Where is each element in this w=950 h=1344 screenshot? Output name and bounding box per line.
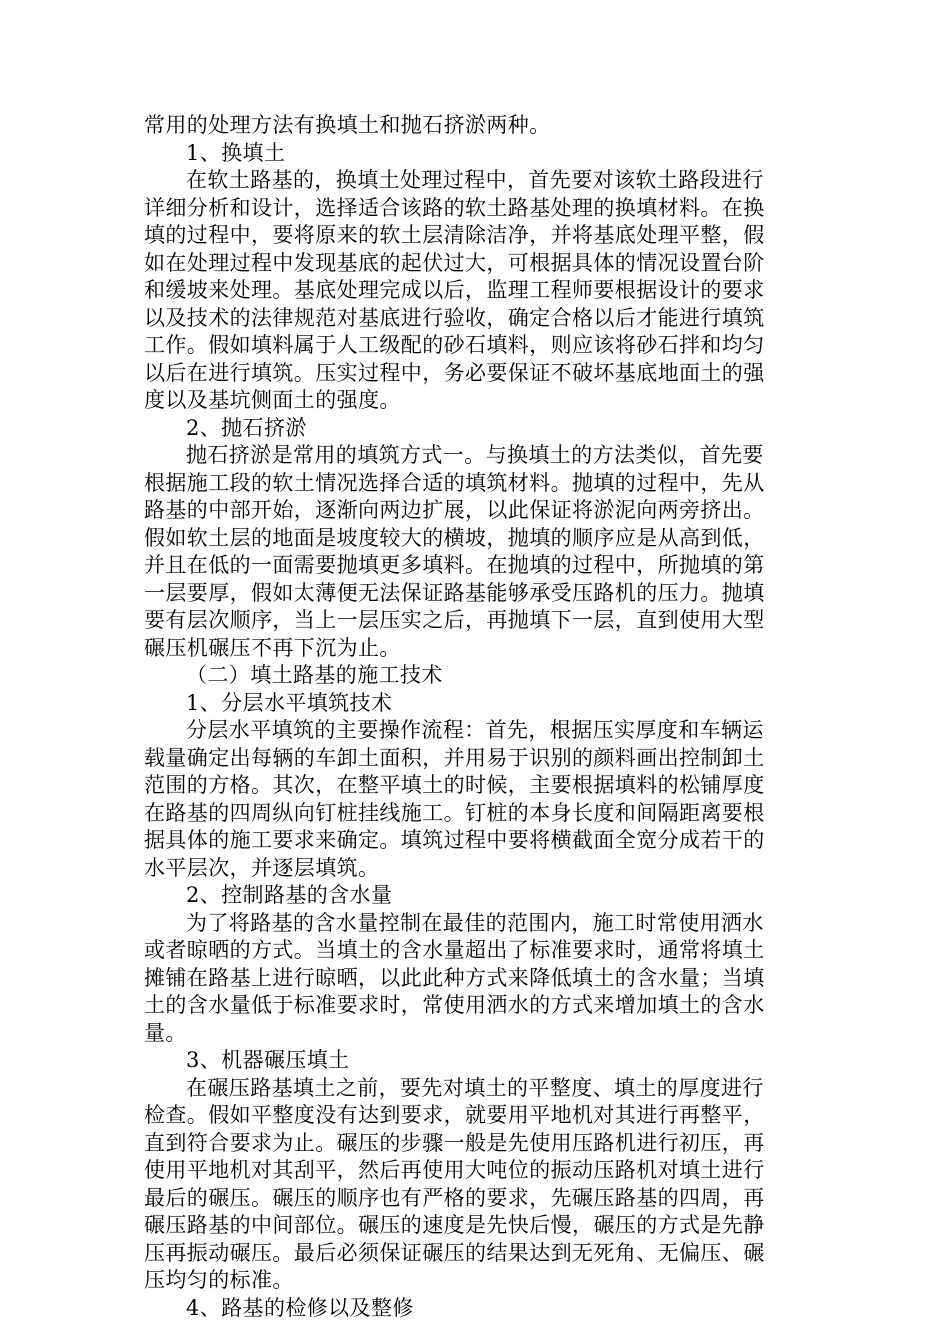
paragraph-line: 量。	[144, 1020, 187, 1045]
paragraph-line: 碾压路基的中间部位。碾压的速度是先快后慢，碾压的方式是先静	[144, 1213, 765, 1237]
paragraph-line: 度以及基坑侧面土的强度。	[144, 388, 401, 412]
paragraph-line-indented: 分层水平填筑的主要操作流程：首先，根据压实厚度和车辆运	[186, 718, 764, 742]
paragraph-line: 一层要厚，假如太薄便无法保证路基能够承受压路机的压力。抛填	[144, 580, 765, 605]
paragraph-line: 压再振动碾压。最后必须保证碾压的结果达到无死角、无偏压、碾	[144, 1240, 765, 1265]
paragraph-line: 直到符合要求为止。碾压的步骤一般是先使用压路机进行初压，再	[144, 1130, 765, 1155]
paragraph-line-indented: 3、机器碾压填土	[186, 1048, 350, 1072]
paragraph-line: 路基的中部开始，逐渐向两边扩展，以此保证将淤泥向两旁挤出。	[144, 498, 765, 522]
paragraph-line-indented: 抛石挤淤是常用的填筑方式一。与换填土的方法类似，首先要	[186, 443, 764, 467]
document-page	[144, 112, 806, 1322]
paragraph-line-indented: 在碾压路基填土之前，要先对填土的平整度、填土的厚度进行	[186, 1075, 764, 1100]
paragraph-line: 要有层次顺序，当上一层压实之后，再抛填下一层，直到使用大型	[144, 608, 765, 632]
paragraph-line: 填的过程中，要将原来的软土层清除洁净，并将基底处理平整，假	[144, 223, 765, 247]
paragraph-line: 碾压机碾压不再下沉为止。	[144, 635, 401, 660]
paragraph-line: 详细分析和设计，选择适合该路的软土路基处理的换填材料。在换	[144, 195, 765, 220]
paragraph-line-indented: 为了将路基的含水量控制在最佳的范围内，施工时常使用洒水	[186, 910, 764, 935]
paragraph-line-indented: 2、抛石挤淤	[186, 415, 307, 440]
paragraph-line: 使用平地机对其刮平，然后再使用大吨位的振动压路机对填土进行	[144, 1158, 765, 1182]
paragraph-line: 最后的碾压。碾压的顺序也有严格的要求，先碾压路基的四周，再	[144, 1185, 765, 1210]
paragraph-line: 根据施工段的软土情况选择合适的填筑材料。抛填的过程中，先从	[144, 470, 765, 495]
paragraph-line-indented: 2、控制路基的含水量	[186, 883, 393, 907]
paragraph-line: 工作。假如填料属于人工级配的砂石填料，则应该将砂石拌和均匀	[144, 333, 765, 357]
paragraph-line: 范围的方格。其次，在整平填土的时候，主要根据填料的松铺厚度	[144, 773, 765, 797]
paragraph-line: 水平层次，并逐层填筑。	[144, 855, 380, 880]
paragraph-line-indented: 1、换填土	[186, 140, 286, 165]
paragraph-line-indented: 在软土路基的，换填土处理过程中，首先要对该软土路段进行	[186, 168, 764, 192]
paragraph-line-indented: 1、分层水平填筑技术	[186, 690, 393, 715]
paragraph-line: 以及技术的法律规范对基底进行验收，确定合格以后才能进行填筑	[144, 305, 765, 330]
paragraph-line: 据具体的施工要求来确定。填筑过程中要将横截面全宽分成若干的	[144, 828, 765, 852]
paragraph-line: 摊铺在路基上进行晾晒，以此此种方式来降低填土的含水量；当填	[144, 965, 765, 990]
paragraph-line: 或者晾晒的方式。当填土的含水量超出了标准要求时，通常将填土	[144, 938, 765, 962]
paragraph-line: 土的含水量低于标准要求时，常使用洒水的方式来增加填土的含水	[144, 993, 765, 1017]
paragraph-line: 压均匀的标准。	[144, 1268, 294, 1292]
paragraph-line: 和缓坡来处理。基底处理完成以后，监理工程师要根据设计的要求	[144, 278, 765, 302]
paragraph-line: 以后在进行填筑。压实过程中，务必要保证不破坏基底地面土的强	[144, 360, 765, 385]
paragraph-line: 检查。假如平整度没有达到要求，就要用平地机对其进行再整平，	[144, 1103, 765, 1127]
paragraph-line: 并且在低的一面需要抛填更多填料。在抛填的过程中，所抛填的第	[144, 553, 765, 577]
paragraph-line: 假如软土层的地面是坡度较大的横坡，抛填的顺序应是从高到低，	[144, 525, 765, 550]
paragraph-line: 载量确定出每辆的车卸土面积，并用易于识别的颜料画出控制卸土	[144, 745, 765, 770]
paragraph-line-indented: （二）填土路基的施工技术	[186, 663, 443, 687]
paragraph-line: 如在处理过程中发现基底的起伏过大，可根据具体的情况设置台阶	[144, 250, 765, 275]
paragraph-line: 在路基的四周纵向钉桩挂线施工。钉桩的本身长度和间隔距离要根	[144, 800, 765, 825]
paragraph-line: 常用的处理方法有换填土和抛石挤淤两种。	[144, 113, 551, 137]
paragraph-line-indented: 4、路基的检修以及整修	[186, 1295, 414, 1320]
